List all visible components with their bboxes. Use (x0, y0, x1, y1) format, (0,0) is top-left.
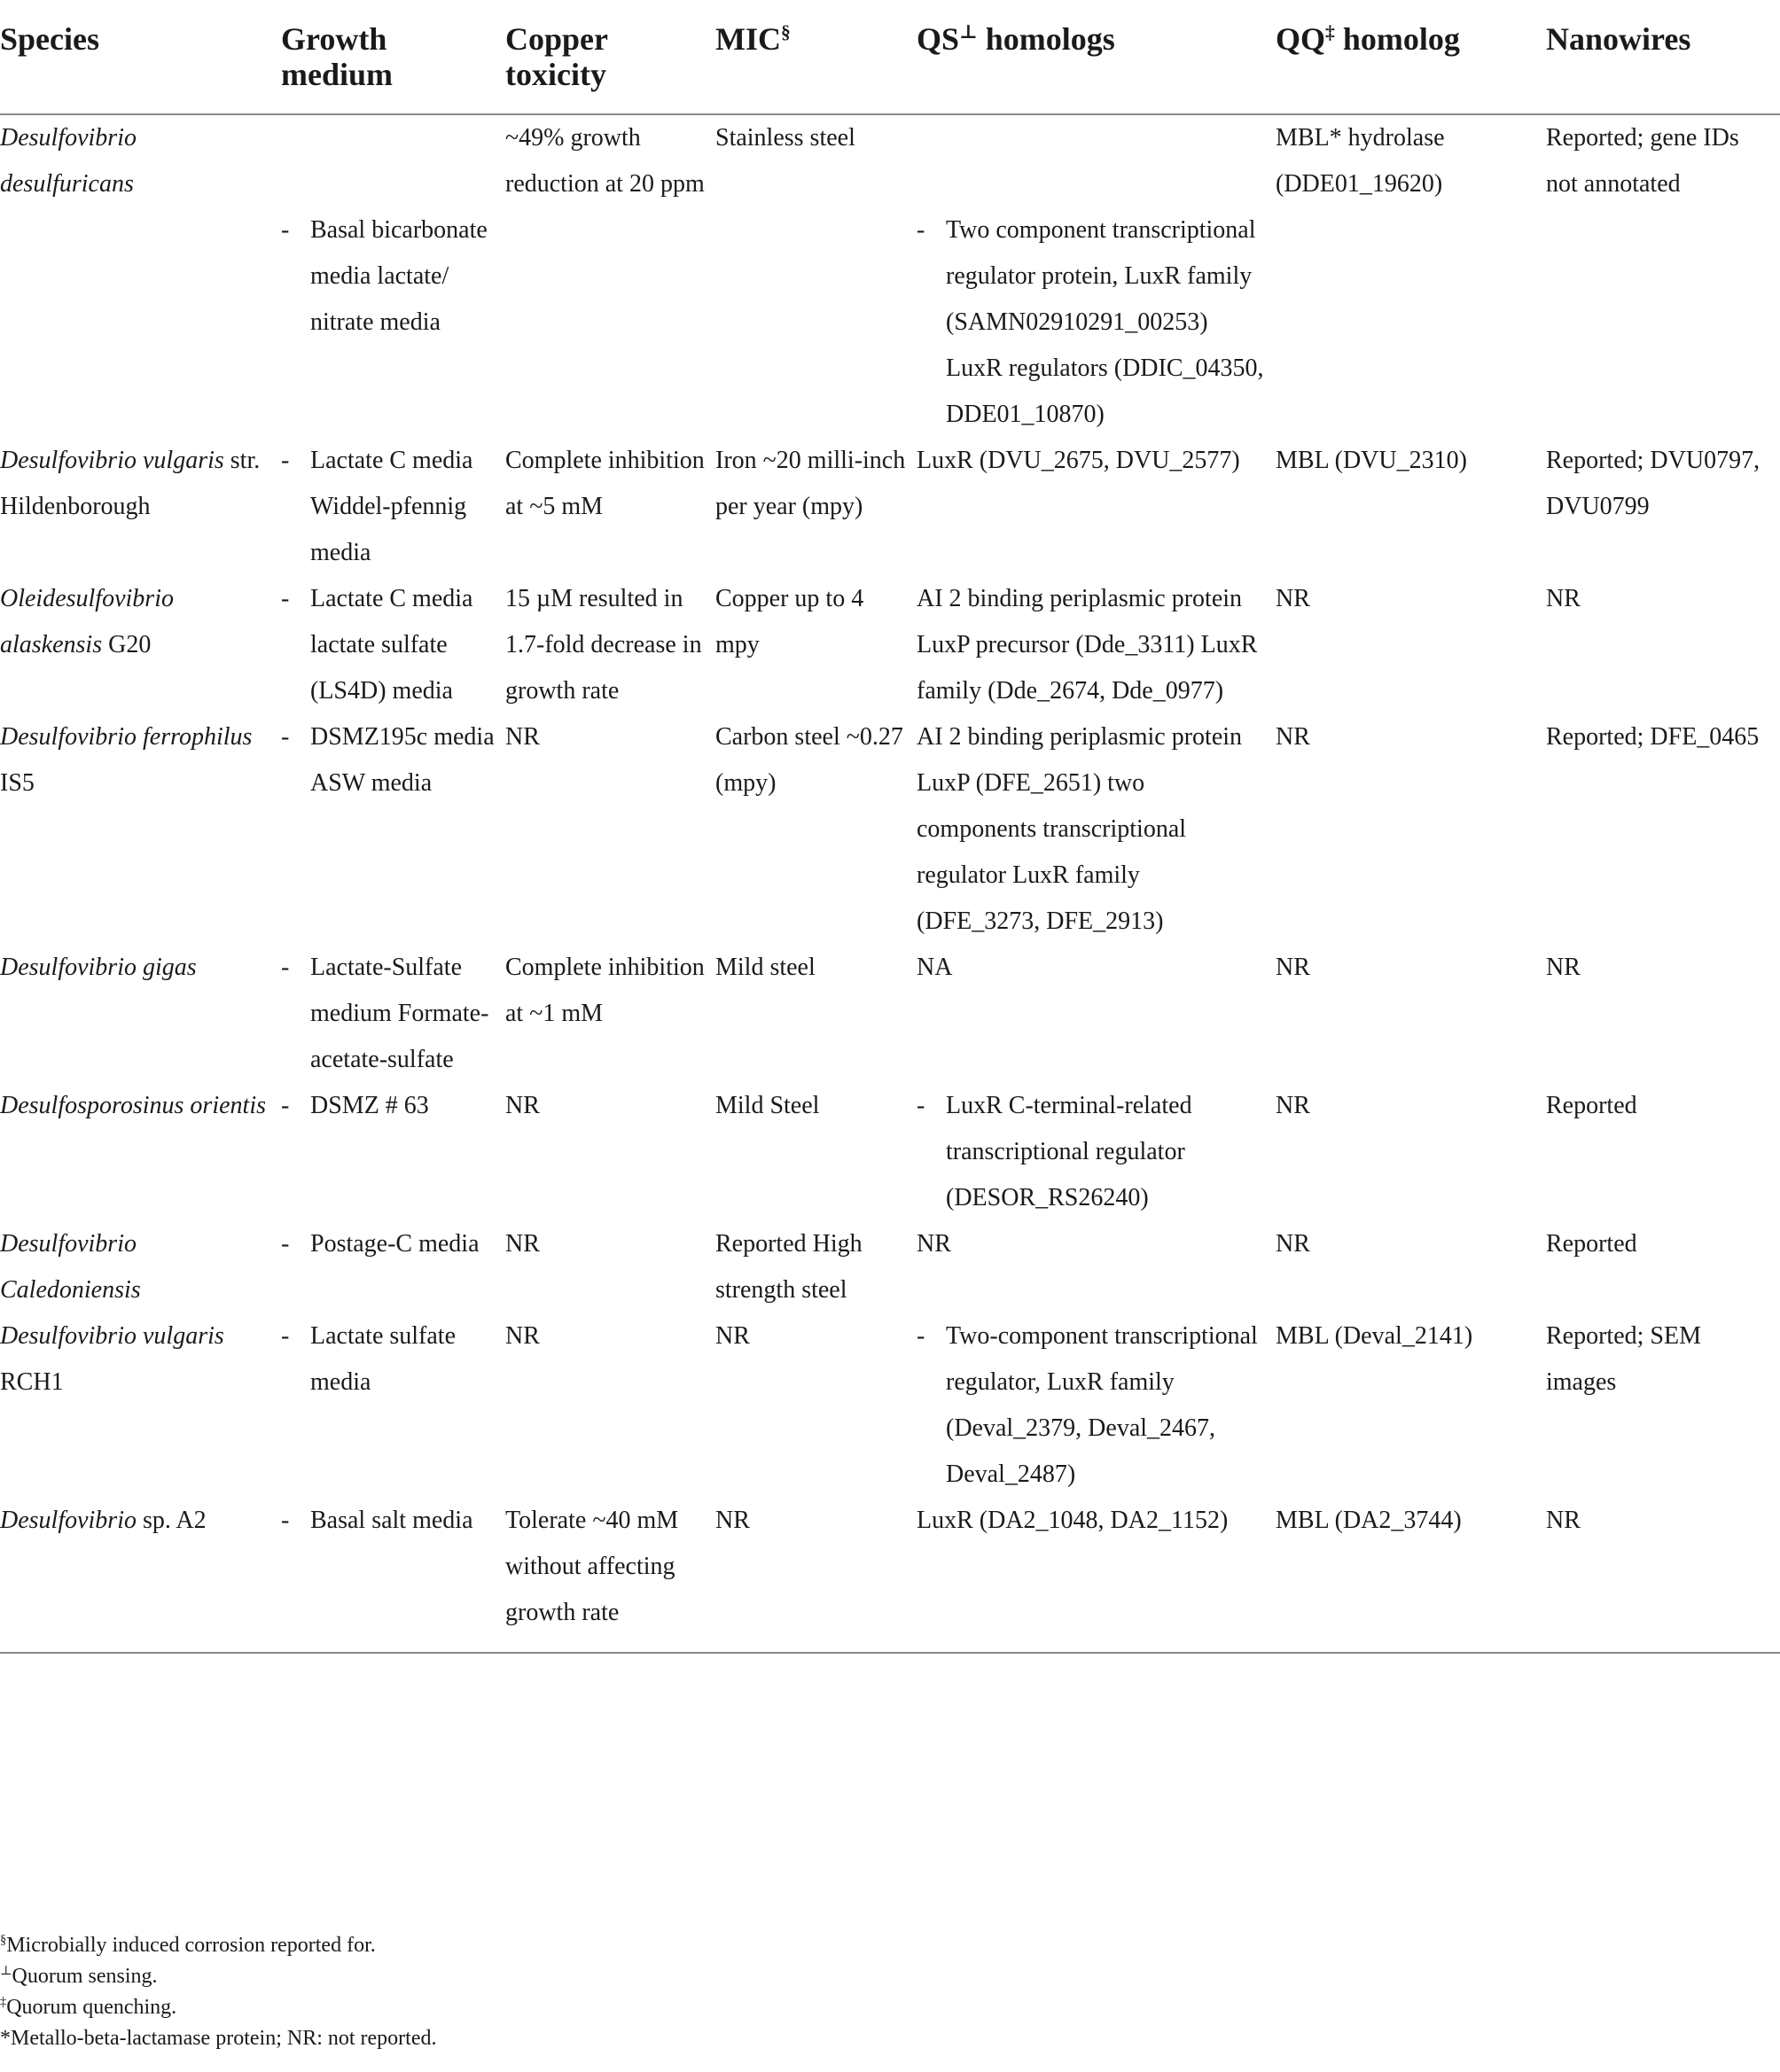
growth-medium-item: - DSMZ # 63 (281, 1083, 495, 1129)
cell-growth-medium (281, 1221, 505, 1313)
cell-qs-homologs: NA (917, 954, 953, 981)
cell-qq-homolog: MBL (DVU_2310) (1276, 447, 1467, 474)
cell-mic: Mild steel (715, 954, 816, 981)
species-name (0, 576, 270, 668)
footnote-symbol: ⊥ (0, 1964, 12, 1978)
cell-growth-medium (281, 1498, 505, 1653)
cell-mic: Carbon steel ~0.27 (mpy) (715, 723, 903, 797)
species-suffix: G20 (102, 631, 152, 658)
cell-species (0, 1083, 281, 1221)
cell-qq-homolog: MBL* hydrolase (DDE01_19620) (1276, 124, 1445, 198)
cell-qs-homologs (917, 1313, 1276, 1498)
table-row (0, 945, 1780, 1083)
cell-copper-toxicity: Complete inhibition at ~1 mM (505, 954, 705, 1027)
header-qs-text: QS (917, 21, 960, 57)
footnotes (0, 1930, 437, 2054)
growth-medium-item: - Lactate C media lactate sulfate (LS4D) media (281, 576, 495, 714)
footnote-text: Quorum sensing. (12, 1965, 158, 1988)
cell-nanowires: Reported (1546, 1092, 1637, 1119)
cell-growth-medium (281, 1083, 505, 1221)
cell-copper-toxicity: Tolerate ~40 mM without affecting growth rate (505, 1498, 715, 1653)
cell-species (0, 114, 281, 438)
cell-qs-homologs: AI 2 binding periplasmic protein LuxP precursor (Dde_3311) LuxR family (Dde_2674, Dde_0977) (917, 585, 1258, 705)
table-row (0, 1313, 1780, 1498)
footnote-symbol: ‡ (0, 1995, 7, 2009)
table-body (0, 114, 1780, 1653)
header-mic-text: MIC (715, 21, 781, 57)
growth-medium-item: - DSMZ195c media ASW media (281, 714, 495, 806)
species-name (0, 1313, 270, 1406)
header-qs (917, 0, 1276, 114)
species-name (0, 945, 270, 991)
cell-qs-homologs (917, 1083, 1276, 1221)
cell-nanowires: NR (1546, 954, 1581, 981)
cell-copper-toxicity: NR (505, 1322, 540, 1350)
cell-qq-homolog: NR (1276, 723, 1310, 751)
species-italic: Desulfovibrio gigas (0, 954, 197, 981)
species-suffix: IS5 (0, 769, 35, 797)
cell-copper-toxicity: Complete inhibition at ~5 mM (505, 447, 705, 520)
growth-medium-item: - Lactate sulfate media (281, 1313, 495, 1406)
header-species: Species (0, 0, 281, 114)
spacer (917, 115, 1265, 207)
species-name (0, 1221, 270, 1313)
table-row (0, 714, 1780, 945)
cell-copper-toxicity: 15 µM resulted in 1.7-fold decrease in growth rate (505, 585, 702, 705)
cell-species (0, 945, 281, 1083)
cell-species (0, 714, 281, 945)
cell-nanowires: Reported; gene IDs not annotated (1546, 124, 1739, 198)
cell-mic: NR (715, 1322, 750, 1350)
cell-growth-medium (281, 714, 505, 945)
cell-species (0, 1313, 281, 1498)
table-row (0, 1221, 1780, 1313)
cell-nanowires: NR (1546, 585, 1581, 612)
footnote (0, 1992, 437, 2023)
cell-mic: Copper up to 4 mpy (715, 585, 864, 658)
cell-species (0, 1498, 281, 1653)
cell-mic: Mild Steel (715, 1092, 820, 1119)
spacer (281, 115, 495, 207)
cell-qq-homolog: MBL (DA2_3744) (1276, 1498, 1546, 1653)
species-name (0, 438, 270, 530)
cell-qq-homolog: NR (1276, 1092, 1310, 1119)
species-italic: Desulfovibrio Caledoniensis (0, 1230, 141, 1304)
footnote (0, 1961, 437, 1992)
cell-mic: Stainless steel (715, 124, 855, 152)
cell-qq-homolog: NR (1276, 585, 1310, 612)
cell-growth-medium (281, 1313, 505, 1498)
footnote-text: Microbially induced corrosion reported for. (6, 1934, 376, 1957)
species-name (0, 115, 270, 207)
species-italic: Desulfovibrio ferrophilus (0, 723, 253, 751)
species-suffix: RCH1 (0, 1368, 64, 1396)
table-row (0, 438, 1780, 576)
table-row (0, 576, 1780, 714)
cell-nanowires: Reported; SEM images (1546, 1322, 1701, 1396)
header-qq-text: QQ (1276, 21, 1326, 57)
footnote-text: Quorum quenching. (6, 1996, 177, 2019)
table-row (0, 1083, 1780, 1221)
header-growth-medium: Growth medium (281, 0, 505, 114)
cell-copper-toxicity: NR (505, 1092, 540, 1119)
cell-copper-toxicity: NR (505, 723, 540, 751)
species-name (0, 1083, 270, 1129)
table-row (0, 114, 1780, 438)
cell-species (0, 1221, 281, 1313)
cell-growth-medium (281, 114, 505, 438)
species-italic: Desulfosporosinus orientis (0, 1092, 266, 1119)
cell-qs-homologs: NR (917, 1230, 951, 1258)
cell-qs-homologs: LuxR (DVU_2675, DVU_2577) (917, 447, 1240, 474)
species-italic: Desulfovibrio vulgaris (0, 1322, 224, 1350)
footnote (0, 2023, 437, 2054)
cell-growth-medium (281, 945, 505, 1083)
cell-nanowires: Reported; DVU0797, DVU0799 (1546, 447, 1760, 520)
cell-copper-toxicity: NR (505, 1230, 540, 1258)
cell-species (0, 576, 281, 714)
header-qq-sup: ‡ (1325, 21, 1335, 43)
species-italic: Desulfovibrio vulgaris (0, 447, 224, 474)
cell-nanowires: Reported; DFE_0465 (1546, 723, 1760, 751)
growth-medium-item: - Postage-C media (281, 1221, 495, 1267)
header-nanowires: Nanowires (1546, 0, 1780, 114)
cell-growth-medium (281, 576, 505, 714)
species-name (0, 1498, 270, 1544)
species-italic: Desulfovibrio desulfuricans (0, 124, 137, 198)
header-qq-rest: homolog (1334, 21, 1460, 57)
growth-medium-item: - Lactate-Sulfate medium Formate-acetate-sulfate (281, 945, 495, 1083)
footnote-text: Metallo-beta-lactamase protein; NR: not reported. (11, 2027, 437, 2050)
header-qs-sup: ⊥ (959, 21, 978, 43)
header-qq (1276, 0, 1546, 114)
qs-homolog-item: - Two component transcriptional regulator protein, LuxR family (SAMN02910291_00253) LuxR regulators (DDIC_04350, DDE01_10870) (917, 207, 1265, 438)
table-row (0, 1498, 1780, 1653)
header-qs-rest: homologs (977, 21, 1115, 57)
qs-homolog-item: - LuxR C-terminal-related transcriptional regulator (DESOR_RS26240) (917, 1083, 1265, 1221)
cell-qs-homologs: AI 2 binding periplasmic protein LuxP (DFE_2651) two components transcriptional regulator LuxR family (DFE_3273, DFE_2913) (917, 723, 1243, 935)
species-suffix: str. Hildenborough (0, 447, 261, 520)
header-row (0, 0, 1780, 114)
qs-homolog-item: - Two-component transcriptional regulator, LuxR family (Deval_2379, Deval_2467, Deval_2487) (917, 1313, 1265, 1498)
cell-qq-homolog: MBL (Deval_2141) (1276, 1322, 1473, 1350)
species-name (0, 714, 270, 806)
cell-nanowires: Reported (1546, 1230, 1637, 1258)
cell-growth-medium (281, 438, 505, 576)
cell-nanowires: NR (1546, 1498, 1780, 1653)
cell-mic: Reported High strength steel (715, 1230, 863, 1304)
species-italic: Oleidesulfovibrio alaskensis (0, 585, 174, 658)
footnote-symbol: § (0, 1933, 7, 1947)
growth-medium-item: - Basal bicarbonate media lactate/ nitrate media (281, 207, 495, 346)
cell-species (0, 438, 281, 576)
header-mic-sup: § (781, 21, 791, 43)
cell-qs-homologs (917, 114, 1276, 438)
cell-mic: NR (715, 1498, 917, 1653)
species-suffix: sp. A2 (137, 1507, 207, 1534)
cell-mic: Iron ~20 milli-inch per year (mpy) (715, 447, 906, 520)
header-copper-toxicity: Copper toxicity (505, 0, 715, 114)
growth-medium-item: - Lactate C media Widdel-pfennig media (281, 438, 495, 576)
cell-qq-homolog: NR (1276, 954, 1310, 981)
growth-medium-item: - Basal salt media (281, 1498, 495, 1544)
cell-qq-homolog: NR (1276, 1230, 1310, 1258)
cell-copper-toxicity: ~49% growth reduction at 20 ppm (505, 124, 705, 198)
header-mic (715, 0, 917, 114)
footnote-symbol: * (0, 2027, 11, 2050)
footnote (0, 1930, 437, 1961)
species-italic: Desulfovibrio (0, 1507, 137, 1534)
cell-qs-homologs: LuxR (DA2_1048, DA2_1152) (917, 1498, 1276, 1653)
